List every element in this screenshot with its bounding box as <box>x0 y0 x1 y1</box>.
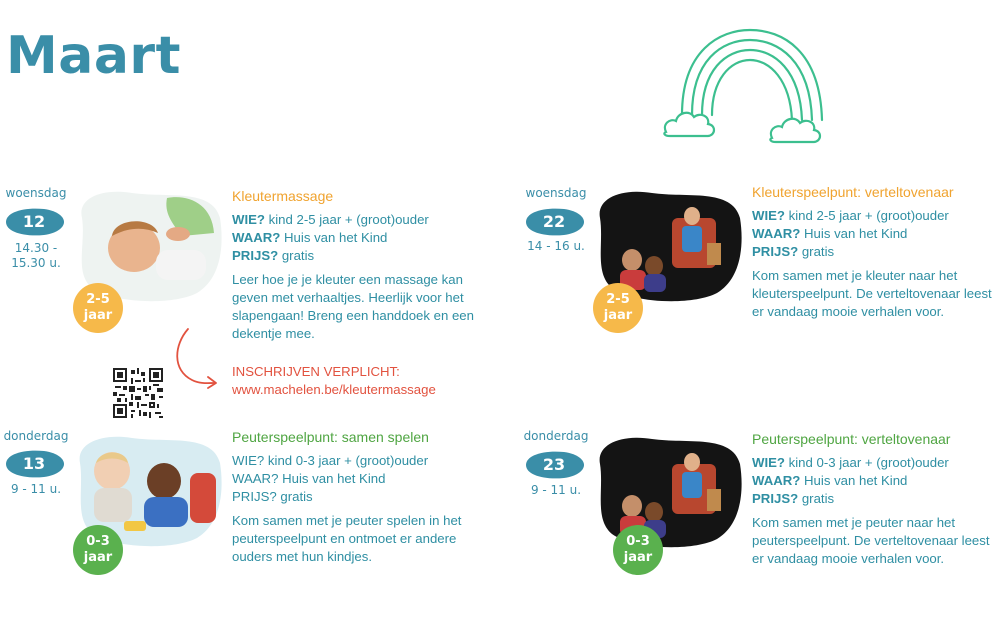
age-badge <box>593 283 643 333</box>
event-time-line: 14 - 16 u. <box>527 239 585 253</box>
who-value: kind 2-5 jaar + (groot)ouder <box>788 208 949 223</box>
event-day-number: 22 <box>542 212 566 231</box>
event-title: Peuterspeelpunt: samen spelen <box>232 429 429 445</box>
qr-code-icon[interactable] <box>113 368 163 418</box>
event-time-line: 9 - 11 u. <box>10 482 62 496</box>
who-label: WIE? <box>752 455 785 470</box>
where-label: WAAR? <box>752 226 801 241</box>
price-value: gratis <box>801 244 835 259</box>
event-time <box>0 482 72 497</box>
event-price <box>232 247 482 265</box>
price-value: gratis <box>281 248 315 263</box>
event-card-kleutermassage <box>0 183 480 383</box>
where-value: Huis van het Kind <box>284 230 388 245</box>
event-details <box>752 183 1002 321</box>
age-unit: jaar <box>83 550 113 565</box>
who-label: WIE? <box>232 212 265 227</box>
age-range: 0-3 <box>626 534 650 549</box>
where-label: WAAR? <box>232 471 279 486</box>
event-where <box>752 472 1002 490</box>
price-label: PRIJS? <box>752 244 799 259</box>
event-time <box>0 241 72 271</box>
who-value: kind 0-3 jaar + (groot)ouder <box>267 453 429 468</box>
event-title: Peuterspeelpunt: verteltovenaar <box>752 431 951 447</box>
event-title: Kleutermassage <box>232 188 334 204</box>
event-time <box>520 239 592 254</box>
age-range: 2-5 <box>86 292 110 307</box>
event-who <box>752 207 1002 225</box>
event-description: Leer hoe je je kleuter een massage kan geven met verhaaltjes. Heerlijk voor het slapengaan! Breng een handdoek en een dekentje mee. <box>232 272 474 341</box>
event-weekday: donderdag <box>3 429 69 443</box>
event-who <box>232 452 482 470</box>
page-title: Maart <box>6 26 181 86</box>
where-value: Huis van het Kind <box>804 473 908 488</box>
age-badge <box>73 283 123 333</box>
age-badge <box>73 525 123 575</box>
price-value: gratis <box>280 489 313 504</box>
event-who <box>752 454 1002 472</box>
event-weekday: woensdag <box>525 186 587 200</box>
age-unit: jaar <box>623 550 653 565</box>
registration-note <box>232 363 436 399</box>
where-value: Huis van het Kind <box>282 471 386 486</box>
event-description: Kom samen met je peuter spelen in het peuterspeelpunt en ontmoet er andere ouders met hun kindjes. <box>232 513 462 564</box>
event-time <box>520 483 592 498</box>
event-price <box>232 488 482 506</box>
event-where <box>752 225 1002 243</box>
price-label: PRIJS? <box>752 491 799 506</box>
age-unit: jaar <box>83 308 113 323</box>
event-time-line: 15.30 u. <box>11 256 61 270</box>
event-price <box>752 243 1002 261</box>
who-value: kind 2-5 jaar + (groot)ouder <box>268 212 429 227</box>
event-title: Kleuterspeelpunt: verteltovenaar <box>752 184 954 200</box>
event-where <box>232 229 482 247</box>
registration-link[interactable]: www.machelen.be/kleutermassage <box>232 382 436 397</box>
who-value: kind 0-3 jaar + (groot)ouder <box>788 455 949 470</box>
event-day-number: 13 <box>22 454 46 473</box>
event-where <box>232 470 482 488</box>
price-value: gratis <box>801 491 835 506</box>
event-time-line: 9 - 11 u. <box>530 483 582 497</box>
event-card-kleuterspeelpunt <box>520 183 1000 383</box>
arrow-icon <box>170 325 230 390</box>
where-value: Huis van het Kind <box>804 226 908 241</box>
event-time-line: 14.30 - <box>14 241 58 255</box>
event-weekday: donderdag <box>523 429 589 443</box>
event-who <box>232 211 482 229</box>
event-day-number: 23 <box>542 455 566 474</box>
rainbow-icon <box>660 20 840 150</box>
event-photo <box>592 434 742 549</box>
event-details <box>752 430 1002 568</box>
event-day-number: 12 <box>22 212 46 231</box>
event-details <box>232 428 482 566</box>
age-unit: jaar <box>603 308 633 323</box>
age-range: 0-3 <box>86 534 110 549</box>
event-description: Kom samen met je peuter naar het peuterspeelpunt. De verteltovenaar leest er vandaag mooie verhalen voor. <box>752 515 990 566</box>
event-weekday: woensdag <box>5 186 67 200</box>
where-label: WAAR? <box>752 473 801 488</box>
price-label: PRIJS? <box>232 248 279 263</box>
who-label: WIE? <box>232 453 265 468</box>
event-description: Kom samen met je kleuter naar het kleuterspeelpunt. De verteltovenaar leest er vandaag mooie verhalen voor. <box>752 268 992 319</box>
where-label: WAAR? <box>232 230 281 245</box>
event-card-peuterspeelpunt-verteltovenaar <box>520 428 1000 619</box>
who-label: WIE? <box>752 208 785 223</box>
registration-label: INSCHRIJVEN VERPLICHT: <box>232 364 400 379</box>
event-card-peuterspeelpunt-samen-spelen <box>0 428 480 619</box>
event-price <box>752 490 1002 508</box>
price-label: PRIJS? <box>232 489 277 504</box>
age-badge <box>613 525 663 575</box>
age-range: 2-5 <box>606 292 630 307</box>
event-details <box>232 187 482 343</box>
